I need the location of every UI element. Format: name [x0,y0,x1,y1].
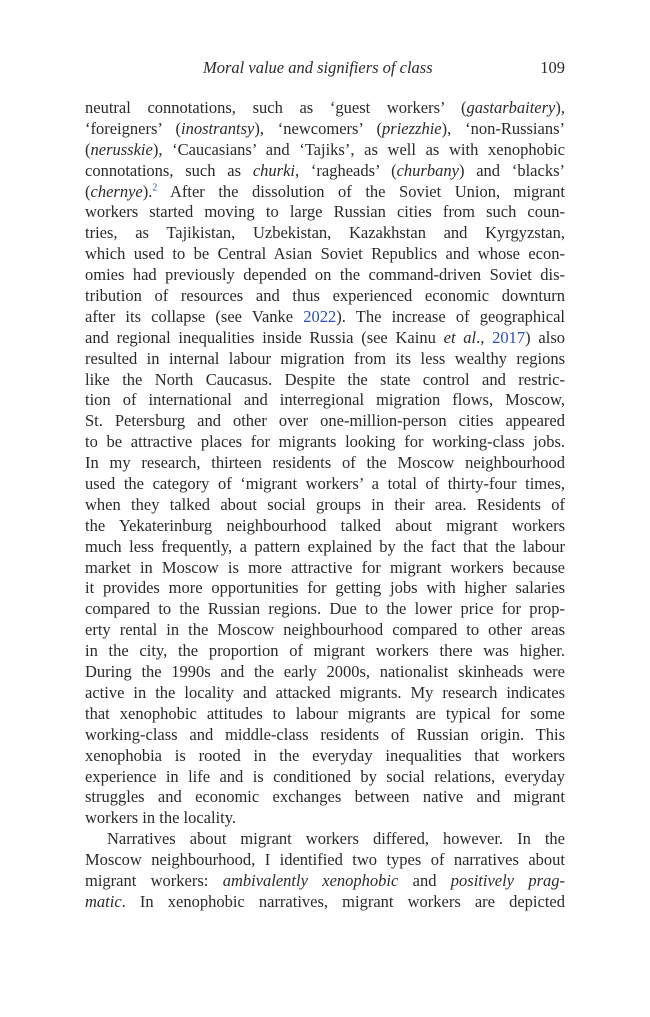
text-run: much less frequently, a pattern explained by the fact that the labour [85,536,565,556]
text-line [85,704,565,725]
text-line [85,349,565,370]
text-run: compared to the Russian regions. Due to the lower price for prop- [85,599,565,619]
text-line [85,328,565,349]
text-line [85,307,565,328]
text-line [85,746,565,767]
body-text [85,98,565,913]
text-line [85,182,565,203]
text-line [85,98,565,119]
text-line [85,453,565,474]
text-run: experience in life and is conditioned by social relations, everyday [85,766,565,786]
text-run: active in the locality and attacked migrants. My research indicates [85,682,565,702]
text-run: After the dissolution of the Soviet Union, migrant [157,181,565,201]
text-line [85,495,565,516]
text-run: ( [85,139,91,159]
text-run: when they talked about social groups in their area. Residents of [85,494,565,514]
text-line [85,641,565,662]
text-line [85,578,565,599]
text-run: and regional inequalities inside Russia (see Kainu [85,327,444,347]
text-line [85,390,565,411]
text-run: , ‘ragheads’ ( [294,160,397,180]
text-run: ). The increase of geographical [336,306,565,326]
text-run: ). [142,181,153,201]
text-run: that xenophobic attitudes to labour migrants are typical for some [85,703,565,723]
text-line [85,244,565,265]
italic-text: churki [252,160,295,180]
italic-text: ambivalently xenophobic [222,870,399,890]
text-line [85,787,565,808]
italic-text: nerusskie [90,139,153,159]
text-run: tribution of resources and thus experienced economic downturn [85,286,565,306]
text-run: neutral connotations, such as ‘guest workers’ ( [85,98,467,117]
text-run: ) also [525,327,565,347]
text-run: ), ‘non-Russians’ [441,118,566,138]
text-run: ), [555,98,565,117]
text-line [85,161,565,182]
text-line [85,411,565,432]
italic-text: et al [443,327,477,347]
text-run: ), ‘Caucasians’ and ‘Tajiks’, as well as with xenophobic [152,139,565,159]
text-line [85,140,565,161]
running-title: Moral value and signifiers of class [203,58,433,77]
running-header [85,56,565,80]
text-line [85,537,565,558]
page-number: 109 [540,58,565,77]
text-run: in the city, the proportion of migrant workers there was higher. [85,641,565,661]
text-run: ), ‘newcomers’ ( [254,118,383,138]
italic-text: gastarbaitery [466,98,556,117]
text-run: market in Moscow is more attractive for migrant workers because [85,557,565,577]
text-run: working-class and middle-class residents of Russian origin. This [85,724,565,744]
text-run: omies had previously depended on the command-driven Soviet dis- [85,265,565,285]
text-line [85,871,565,892]
footnote-ref[interactable]: 2 [152,182,158,194]
text-run: tries, as Tajikistan, Uzbekistan, Kazakhstan and Kyrgyzstan, [85,223,565,243]
italic-text: positively prag- [450,870,565,890]
text-run: used the category of ‘migrant workers’ a total of thirty-four times, [85,474,565,494]
text-line [85,808,565,829]
text-line [85,558,565,579]
text-run: workers started moving to large Russian cities from such coun- [85,202,565,222]
text-run: erty rental in the Moscow neighbourhood compared to other areas [85,620,565,640]
text-run: after its collapse (see Vanke [85,306,304,326]
text-run: and [398,870,451,890]
text-run: resulted in internal labour migration from its less wealthy regions [85,348,565,368]
text-run: migrant workers: [85,870,223,890]
text-run: In my research, thirteen residents of the Moscow neighbourhood [85,453,565,473]
italic-text: chernye [90,181,143,201]
text-run: St. Petersburg and other over one-million-person cities appeared [85,411,565,431]
text-run: connotations, such as [85,160,253,180]
text-run: ) and ‘blacks’ [458,160,565,180]
text-line [85,892,565,913]
text-line [85,725,565,746]
text-line [85,850,565,871]
text-run: like the North Caucasus. Despite the state control and restric- [85,369,565,389]
italic-text: matic [85,891,122,911]
text-run: tion of international and interregional migration flows, Moscow, [85,390,565,410]
text-run: ‘foreigners’ ( [85,118,181,138]
text-line [85,829,565,850]
text-line [85,683,565,704]
text-run: workers in the locality. [85,808,237,828]
italic-text: inostrantsy [181,118,255,138]
text-run: struggles and economic exchanges between native and migrant [85,787,565,807]
citation-link[interactable]: 2017 [492,327,526,347]
text-line [85,286,565,307]
text-line [85,662,565,683]
text-run: ., [476,327,493,347]
text-run: . In xenophobic narratives, migrant workers are depicted [121,891,565,911]
text-line [85,370,565,391]
text-line [85,202,565,223]
text-run: which used to be Central Asian Soviet Republics and whose econ- [85,244,565,264]
text-run: xenophobia is rooted in the everyday inequalities that workers [85,745,565,765]
text-run: it provides more opportunities for getting jobs with higher salaries [85,578,565,598]
text-line [85,516,565,537]
text-line [85,432,565,453]
text-run: to be attractive places for migrants looking for working-class jobs. [85,432,565,452]
text-line [85,767,565,788]
italic-text: priezzhie [382,118,442,138]
text-run: the Yekaterinburg neighbourhood talked about migrant workers [85,515,565,535]
text-line [85,599,565,620]
text-line [85,223,565,244]
text-run: Narratives about migrant workers differed, however. In the [107,829,565,849]
text-run: Moscow neighbourhood, I identified two types of narratives about [85,850,565,870]
text-run: During the 1990s and the early 2000s, nationalist skinheads were [85,662,565,682]
text-run: ( [85,181,91,201]
text-line [85,265,565,286]
italic-text: churbany [396,160,459,180]
text-line [85,474,565,495]
text-line [85,119,565,140]
citation-link[interactable]: 2022 [303,306,337,326]
text-line [85,620,565,641]
